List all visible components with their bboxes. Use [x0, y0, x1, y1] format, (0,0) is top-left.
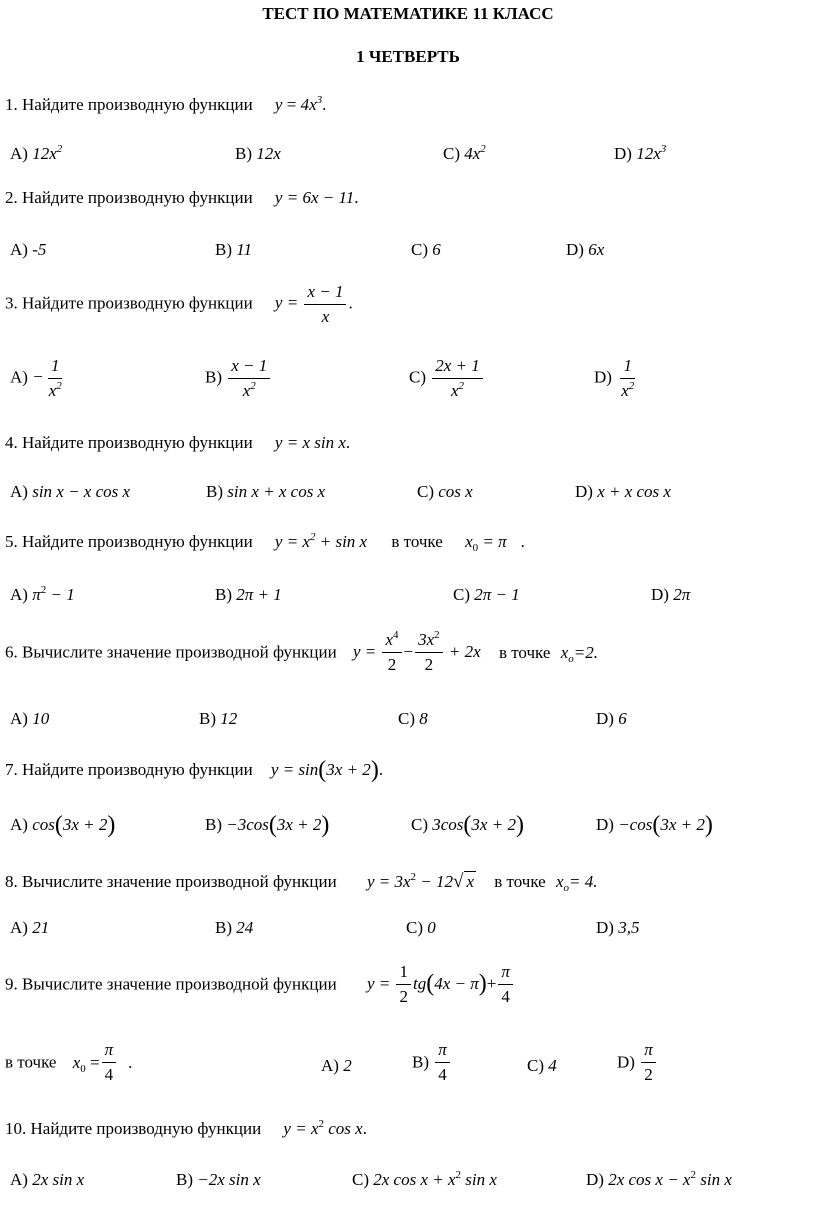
- page-title: ТЕСТ ПО МАТЕМАТИКЕ 11 КЛАСС: [262, 4, 554, 23]
- answer-6b[interactable]: B) 12: [199, 709, 238, 728]
- point-label: в точке: [391, 532, 443, 551]
- answer-10a[interactable]: A) 2x sin x: [10, 1170, 85, 1189]
- question-formula: $y = 4x^3$: [274, 94, 323, 114]
- answer-5b[interactable]: B) 2π + 1: [215, 585, 282, 604]
- answer-9b[interactable]: B) $\frac{\pi}{4}$: [412, 1040, 452, 1085]
- answer-10c[interactable]: C) 2x $\cos x + x^2$ sin x: [352, 1169, 497, 1189]
- answer-8d[interactable]: D) 3,5: [596, 918, 640, 937]
- answer-7c[interactable]: C) 3cos(3x + 2): [411, 812, 524, 838]
- answer-1a[interactable]: A) $12x^2$: [10, 143, 63, 163]
- answer-4b[interactable]: B) sin x + x cos x: [206, 482, 326, 501]
- answer-9c[interactable]: C) 4: [527, 1056, 557, 1075]
- answer-1d[interactable]: D) $12x^3$: [614, 143, 667, 163]
- question-1: 1. Найдите производную функции $y = 4x^3$.: [5, 94, 327, 114]
- question-formula: y = $\frac{1}{2}$ tg(4x − π)+ $\frac{\pi}{4}$: [367, 973, 515, 992]
- point-value: $x_0 = \pi$: [465, 532, 507, 554]
- answer-3b[interactable]: B) $\frac{x - 1}{x^2}$: [205, 356, 272, 401]
- answer-3c[interactable]: C) $\frac{2x + 1}{x^2}$: [409, 356, 485, 401]
- question-text: 1. Найдите производную функции: [5, 95, 253, 114]
- point-value: $x_o= 4$.: [555, 872, 598, 894]
- point-label: в точке: [5, 1052, 57, 1072]
- question-text: 10. Найдите производную функции: [5, 1119, 262, 1138]
- question-formula: y = $\frac{x^4}{2}$ − $\frac{3x^2}{2}$ + 2x: [352, 629, 481, 674]
- question-6: [5, 630, 598, 675]
- question-2: 2. Найдите производную функции y = 6x − 11.: [5, 188, 359, 207]
- page-subtitle: 1 ЧЕТВЕРТЬ: [356, 47, 460, 66]
- answer-1c[interactable]: C) $4x^2$: [443, 143, 486, 163]
- answer-10d[interactable]: D) 2x $\cos x - x^2$ sin x: [586, 1169, 732, 1189]
- question-text: 9. Вычислите значение производной функции: [5, 974, 337, 994]
- question-formula: y = sin(3x + 2): [270, 757, 379, 783]
- question-text: 7. Найдите производную функции: [5, 760, 253, 779]
- question-7: 7. Найдите производную функции y = sin(3x + 2).: [5, 757, 384, 783]
- point-value: $x_0$ =: [72, 1052, 100, 1075]
- answer-7a[interactable]: A) cos(3x + 2): [10, 812, 116, 838]
- answer-10b[interactable]: B) −2x sin x: [176, 1170, 261, 1189]
- answer-9a[interactable]: A) 2: [321, 1056, 352, 1075]
- question-text: 6. Вычислите значение производной функции: [5, 642, 337, 662]
- answer-2a[interactable]: A) -5: [10, 240, 47, 259]
- question-5: 5. Найдите производную функции $y = x^2 + \sin x$ в точке $x_0 = \pi$ .: [5, 531, 525, 554]
- answer-7d[interactable]: D) −cos(3x + 2): [596, 812, 713, 838]
- question-text: 8. Вычислите значение производной функции: [5, 872, 337, 891]
- question-10: 10. Найдите производную функции $y = x^2$ cos x.: [5, 1118, 367, 1138]
- answer-2c[interactable]: C) 6: [411, 240, 441, 259]
- question-8: [5, 871, 598, 893]
- answer-5a[interactable]: A) $\pi^2 - 1$: [10, 584, 75, 604]
- answer-4d[interactable]: D) x + x cos x: [575, 482, 671, 501]
- question-9-point: в точке $x_0$ = $\frac{\pi}{4}$ .: [5, 1040, 133, 1084]
- point-label: в точке: [498, 642, 551, 662]
- question-text: 3. Найдите производную функции: [5, 293, 253, 313]
- answer-3a[interactable]: A) − $\frac{1}{x^2}$: [10, 356, 62, 400]
- answer-2d[interactable]: D) 6x: [566, 240, 605, 259]
- question-9: [5, 962, 515, 1007]
- question-text: 5. Найдите производную функции: [5, 532, 253, 551]
- answer-2b[interactable]: B) 11: [215, 240, 252, 259]
- answer-1b[interactable]: B) 12x: [235, 144, 281, 163]
- answer-5c[interactable]: C) 2π − 1: [453, 585, 520, 604]
- question-formula: y = 6x − 11: [274, 188, 355, 207]
- answer-8a[interactable]: A) 21: [10, 918, 50, 937]
- answer-6a[interactable]: A) 10: [10, 709, 50, 728]
- answer-5d[interactable]: D) 2π: [651, 585, 691, 604]
- point-value: $x_o=2$.: [560, 642, 598, 665]
- question-formula: y = $\frac{x - 1}{x}$: [275, 293, 349, 312]
- point-label: в точке: [494, 872, 546, 891]
- answer-7b[interactable]: B) −3cos(3x + 2): [205, 812, 330, 838]
- answer-9d[interactable]: D) $\frac{\pi}{2}$: [617, 1040, 658, 1085]
- answer-6d[interactable]: D) 6: [596, 709, 627, 728]
- answer-4c[interactable]: C) cos x: [417, 482, 473, 501]
- answer-8b[interactable]: B) 24: [215, 918, 254, 937]
- question-3: 3. Найдите производную функции y = $\frac{x - 1}{x}$ .: [5, 282, 353, 326]
- answer-6c[interactable]: C) 8: [398, 709, 428, 728]
- question-formula: y = x sin x: [274, 433, 346, 452]
- answer-4a[interactable]: A) sin x − x cos x: [10, 482, 131, 501]
- question-formula: $y = x^2$ cos x: [283, 1118, 363, 1138]
- question-text: 4. Найдите производную функции: [5, 433, 253, 452]
- answer-3d[interactable]: D) $\frac{1}{x^2}$: [594, 356, 635, 400]
- answer-8c[interactable]: C) 0: [406, 918, 436, 937]
- question-4: 4. Найдите производную функции y = x sin x.: [5, 433, 351, 452]
- question-text: 2. Найдите производную функции: [5, 188, 253, 207]
- question-formula: $y = 3x^2 - 12√$ x: [366, 871, 474, 892]
- question-formula: $y = x^2 + \sin x$: [274, 531, 368, 551]
